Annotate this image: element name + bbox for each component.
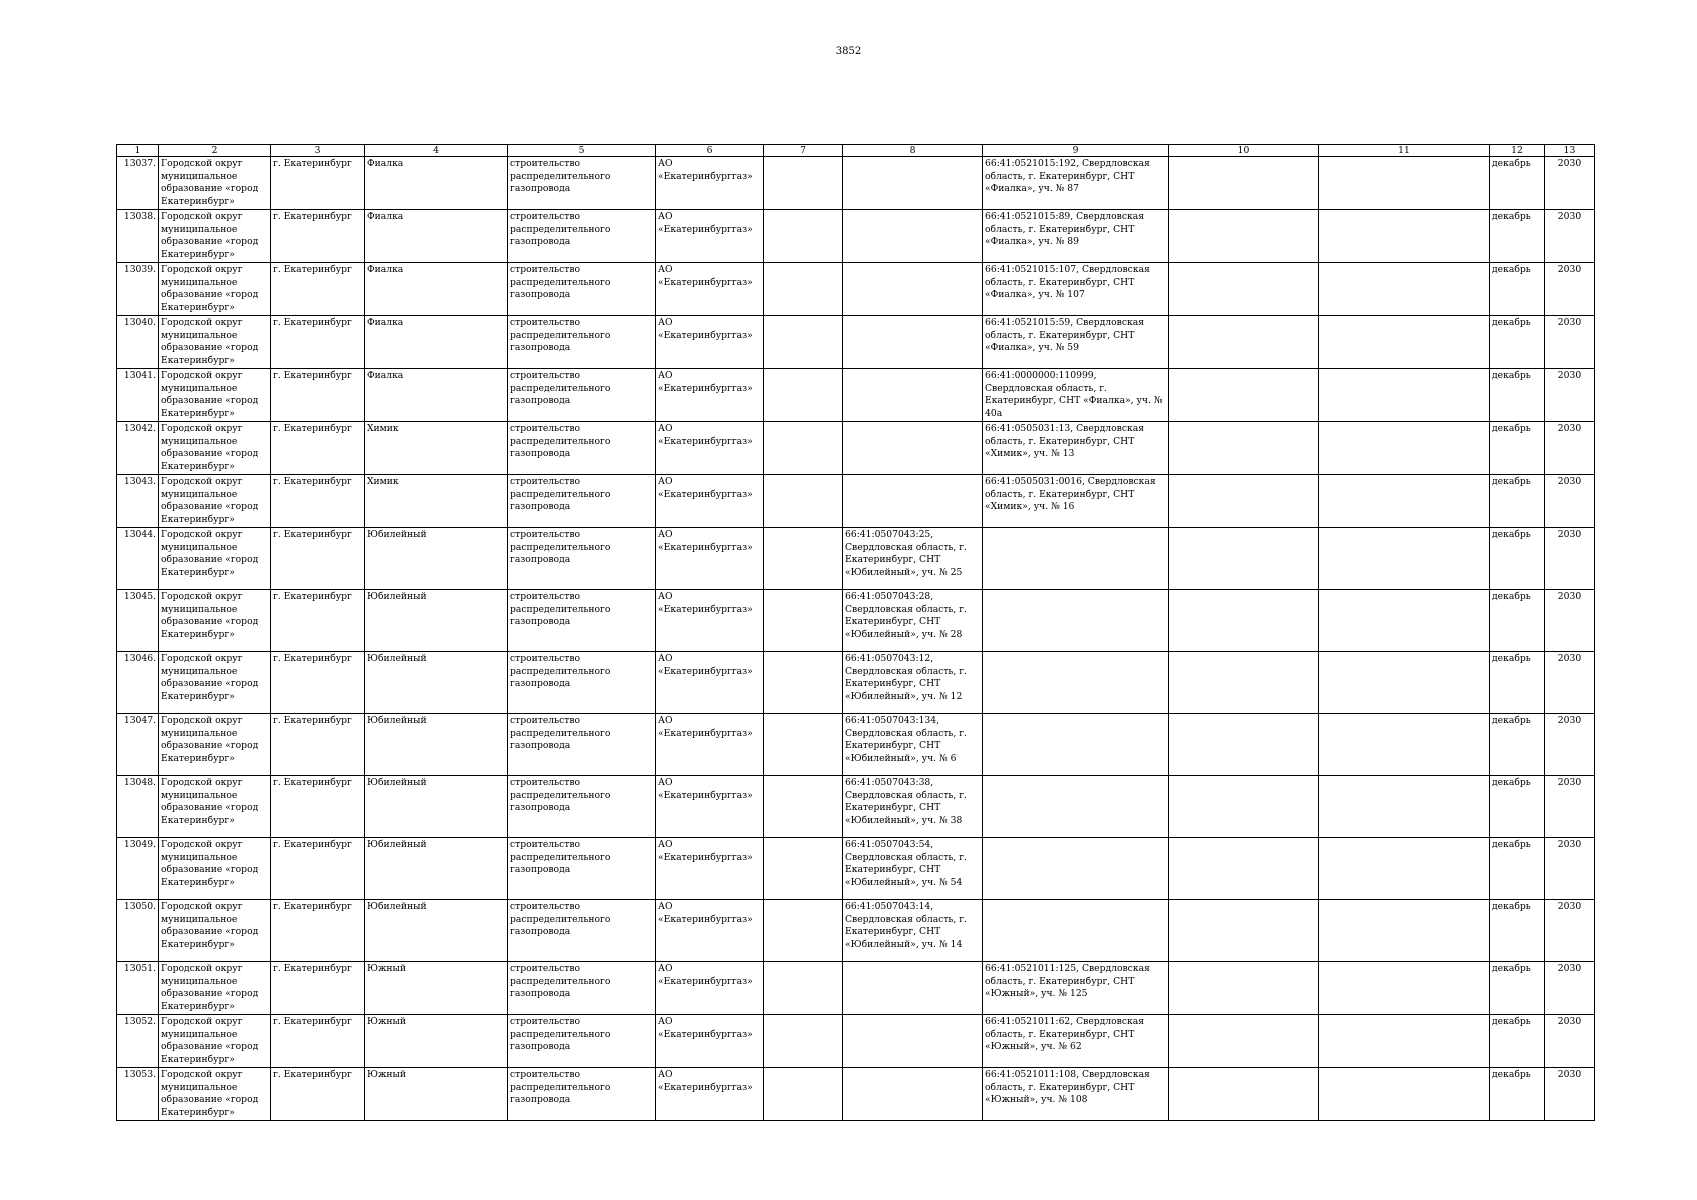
municipality-cell: Городской округ муниципальное образование «город Екатеринбург» [159,422,271,475]
year-cell: 2030 [1545,900,1595,962]
city-cell: г. Екатеринбург [271,210,365,263]
column-10-cell [1169,316,1319,369]
snt-name-cell: Юбилейный [365,590,508,652]
city-cell: г. Екатеринбург [271,528,365,590]
year-cell: 2030 [1545,475,1595,528]
work-type-cell: строительство распределительного газопровода [508,1068,656,1121]
year-cell: 2030 [1545,652,1595,714]
column-10-cell [1169,475,1319,528]
year-cell: 2030 [1545,157,1595,210]
snt-name-cell: Фиалка [365,210,508,263]
column-11-cell [1319,263,1490,316]
address-cell-9 [983,652,1169,714]
municipality-cell: Городской округ муниципальное образование «город Екатеринбург» [159,157,271,210]
year-cell: 2030 [1545,590,1595,652]
address-cell-8 [843,263,983,316]
column-11-cell [1319,157,1490,210]
row-number-cell: 13050. [117,900,159,962]
column-10-cell [1169,422,1319,475]
column-7-cell [764,528,843,590]
column-7-cell [764,590,843,652]
organization-cell: АО «Екатеринбурггаз» [656,263,764,316]
municipality-cell: Городской округ муниципальное образование «город Екатеринбург» [159,369,271,422]
column-11-cell [1319,900,1490,962]
month-cell: декабрь [1490,962,1545,1015]
organization-cell: АО «Екатеринбурггаз» [656,1068,764,1121]
organization-cell: АО «Екатеринбурггаз» [656,714,764,776]
city-cell: г. Екатеринбург [271,316,365,369]
column-10-cell [1169,590,1319,652]
month-cell: декабрь [1490,1015,1545,1068]
municipality-cell: Городской округ муниципальное образование «город Екатеринбург» [159,1068,271,1121]
city-cell: г. Екатеринбург [271,475,365,528]
year-cell: 2030 [1545,316,1595,369]
work-type-cell: строительство распределительного газопровода [508,422,656,475]
municipality-cell: Городской округ муниципальное образование «город Екатеринбург» [159,263,271,316]
address-cell-8: 66:41:0507043:134, Свердловская область, г. Екатеринбург, СНТ «Юбилейный», уч. № 6 [843,714,983,776]
row-number-cell: 13048. [117,776,159,838]
municipality-cell: Городской округ муниципальное образование «город Екатеринбург» [159,714,271,776]
table-row [117,838,1595,900]
register-table [116,144,1595,1121]
table-row [117,157,1595,210]
column-11-cell [1319,652,1490,714]
column-7-cell [764,263,843,316]
column-7-cell [764,776,843,838]
column-11-cell [1319,316,1490,369]
table-row [117,1068,1595,1121]
snt-name-cell: Юбилейный [365,838,508,900]
city-cell: г. Екатеринбург [271,369,365,422]
column-11-cell [1319,210,1490,263]
table-row [117,776,1595,838]
work-type-cell: строительство распределительного газопровода [508,1015,656,1068]
year-cell: 2030 [1545,776,1595,838]
column-header: 10 [1169,145,1319,157]
municipality-cell: Городской округ муниципальное образование «город Екатеринбург» [159,316,271,369]
snt-name-cell: Химик [365,422,508,475]
month-cell: декабрь [1490,900,1545,962]
work-type-cell: строительство распределительного газопровода [508,652,656,714]
municipality-cell: Городской округ муниципальное образование «город Екатеринбург» [159,962,271,1015]
address-cell-8: 66:41:0507043:12, Свердловская область, г. Екатеринбург, СНТ «Юбилейный», уч. № 12 [843,652,983,714]
column-7-cell [764,369,843,422]
column-7-cell [764,900,843,962]
column-10-cell [1169,210,1319,263]
municipality-cell: Городской округ муниципальное образование «город Екатеринбург» [159,475,271,528]
table-row [117,528,1595,590]
column-10-cell [1169,1068,1319,1121]
organization-cell: АО «Екатеринбурггаз» [656,422,764,475]
year-cell: 2030 [1545,714,1595,776]
column-10-cell [1169,652,1319,714]
column-11-cell [1319,1068,1490,1121]
row-number-cell: 13039. [117,263,159,316]
column-header: 3 [271,145,365,157]
table-row [117,900,1595,962]
column-11-cell [1319,962,1490,1015]
address-cell-9: 66:41:0505031:0016, Свердловская область, г. Екатеринбург, СНТ «Химик», уч. № 16 [983,475,1169,528]
address-cell-9: 66:41:0521015:192, Свердловская область, г. Екатеринбург, СНТ «Фиалка», уч. № 87 [983,157,1169,210]
work-type-cell: строительство распределительного газопровода [508,157,656,210]
column-7-cell [764,962,843,1015]
address-cell-8: 66:41:0507043:38, Свердловская область, г. Екатеринбург, СНТ «Юбилейный», уч. № 38 [843,776,983,838]
column-11-cell [1319,1015,1490,1068]
month-cell: декабрь [1490,776,1545,838]
column-number-row [117,145,1595,157]
work-type-cell: строительство распределительного газопровода [508,714,656,776]
column-7-cell [764,1015,843,1068]
city-cell: г. Екатеринбург [271,776,365,838]
city-cell: г. Екатеринбург [271,1015,365,1068]
address-cell-9 [983,838,1169,900]
organization-cell: АО «Екатеринбурггаз» [656,590,764,652]
column-10-cell [1169,776,1319,838]
column-7-cell [764,475,843,528]
address-cell-8: 66:41:0507043:28, Свердловская область, г. Екатеринбург, СНТ «Юбилейный», уч. № 28 [843,590,983,652]
year-cell: 2030 [1545,1015,1595,1068]
city-cell: г. Екатеринбург [271,157,365,210]
column-11-cell [1319,528,1490,590]
row-number-cell: 13043. [117,475,159,528]
table-row [117,263,1595,316]
row-number-cell: 13042. [117,422,159,475]
organization-cell: АО «Екатеринбурггаз» [656,316,764,369]
column-header: 7 [764,145,843,157]
column-11-cell [1319,369,1490,422]
column-11-cell [1319,590,1490,652]
address-cell-8: 66:41:0507043:25, Свердловская область, г. Екатеринбург, СНТ «Юбилейный», уч. № 25 [843,528,983,590]
municipality-cell: Городской округ муниципальное образование «город Екатеринбург» [159,652,271,714]
address-cell-9 [983,776,1169,838]
column-11-cell [1319,776,1490,838]
row-number-cell: 13046. [117,652,159,714]
column-header: 8 [843,145,983,157]
column-header: 5 [508,145,656,157]
year-cell: 2030 [1545,263,1595,316]
work-type-cell: строительство распределительного газопровода [508,590,656,652]
column-7-cell [764,1068,843,1121]
municipality-cell: Городской округ муниципальное образование «город Екатеринбург» [159,210,271,263]
address-cell-8: 66:41:0507043:54, Свердловская область, г. Екатеринбург, СНТ «Юбилейный», уч. № 54 [843,838,983,900]
municipality-cell: Городской округ муниципальное образование «город Екатеринбург» [159,838,271,900]
row-number-cell: 13038. [117,210,159,263]
table-row [117,652,1595,714]
column-7-cell [764,714,843,776]
month-cell: декабрь [1490,157,1545,210]
table-row [117,316,1595,369]
address-cell-9 [983,714,1169,776]
address-cell-9: 66:41:0521011:125, Свердловская область, г. Екатеринбург, СНТ «Южный», уч. № 125 [983,962,1169,1015]
column-10-cell [1169,962,1319,1015]
organization-cell: АО «Екатеринбурггаз» [656,838,764,900]
table-body [117,157,1595,1121]
month-cell: декабрь [1490,652,1545,714]
column-header: 12 [1490,145,1545,157]
work-type-cell: строительство распределительного газопровода [508,528,656,590]
row-number-cell: 13044. [117,528,159,590]
organization-cell: АО «Екатеринбурггаз» [656,210,764,263]
table-row [117,422,1595,475]
snt-name-cell: Южный [365,1015,508,1068]
row-number-cell: 13053. [117,1068,159,1121]
city-cell: г. Екатеринбург [271,590,365,652]
work-type-cell: строительство распределительного газопровода [508,369,656,422]
snt-name-cell: Химик [365,475,508,528]
column-11-cell [1319,475,1490,528]
municipality-cell: Городской округ муниципальное образование «город Екатеринбург» [159,900,271,962]
snt-name-cell: Юбилейный [365,900,508,962]
address-cell-8 [843,210,983,263]
address-cell-9 [983,590,1169,652]
address-cell-8 [843,1015,983,1068]
snt-name-cell: Юбилейный [365,528,508,590]
column-10-cell [1169,528,1319,590]
work-type-cell: строительство распределительного газопровода [508,475,656,528]
column-header: 1 [117,145,159,157]
organization-cell: АО «Екатеринбурггаз» [656,652,764,714]
city-cell: г. Екатеринбург [271,838,365,900]
table-row [117,1015,1595,1068]
organization-cell: АО «Екатеринбурггаз» [656,1015,764,1068]
column-7-cell [764,652,843,714]
row-number-cell: 13047. [117,714,159,776]
month-cell: декабрь [1490,263,1545,316]
address-cell-8 [843,369,983,422]
column-11-cell [1319,422,1490,475]
column-10-cell [1169,714,1319,776]
table-row [117,210,1595,263]
column-7-cell [764,157,843,210]
city-cell: г. Екатеринбург [271,422,365,475]
month-cell: декабрь [1490,838,1545,900]
table-row [117,590,1595,652]
month-cell: декабрь [1490,422,1545,475]
address-cell-9 [983,900,1169,962]
address-cell-8 [843,475,983,528]
work-type-cell: строительство распределительного газопровода [508,316,656,369]
address-cell-9: 66:41:0521015:107, Свердловская область, г. Екатеринбург, СНТ «Фиалка», уч. № 107 [983,263,1169,316]
year-cell: 2030 [1545,422,1595,475]
snt-name-cell: Юбилейный [365,714,508,776]
table-row [117,962,1595,1015]
address-cell-9: 66:41:0521015:89, Свердловская область, г. Екатеринбург, СНТ «Фиалка», уч. № 89 [983,210,1169,263]
snt-name-cell: Юбилейный [365,776,508,838]
organization-cell: АО «Екатеринбурггаз» [656,528,764,590]
column-header: 4 [365,145,508,157]
city-cell: г. Екатеринбург [271,652,365,714]
column-7-cell [764,838,843,900]
month-cell: декабрь [1490,316,1545,369]
address-cell-9 [983,528,1169,590]
municipality-cell: Городской округ муниципальное образование «город Екатеринбург» [159,1015,271,1068]
organization-cell: АО «Екатеринбурггаз» [656,900,764,962]
address-cell-8 [843,157,983,210]
column-10-cell [1169,1015,1319,1068]
table-row [117,475,1595,528]
month-cell: декабрь [1490,714,1545,776]
month-cell: декабрь [1490,475,1545,528]
work-type-cell: строительство распределительного газопровода [508,776,656,838]
work-type-cell: строительство распределительного газопровода [508,900,656,962]
organization-cell: АО «Екатеринбурггаз» [656,157,764,210]
work-type-cell: строительство распределительного газопровода [508,210,656,263]
year-cell: 2030 [1545,1068,1595,1121]
column-7-cell [764,316,843,369]
address-cell-8 [843,316,983,369]
row-number-cell: 13037. [117,157,159,210]
snt-name-cell: Фиалка [365,157,508,210]
address-cell-9: 66:41:0000000:110999, Свердловская область, г. Екатеринбург, СНТ «Фиалка», уч. № 40а [983,369,1169,422]
city-cell: г. Екатеринбург [271,1068,365,1121]
row-number-cell: 13052. [117,1015,159,1068]
address-cell-8 [843,962,983,1015]
month-cell: декабрь [1490,210,1545,263]
column-header: 2 [159,145,271,157]
month-cell: декабрь [1490,590,1545,652]
column-header: 11 [1319,145,1490,157]
page-number: 3852 [835,46,862,57]
column-11-cell [1319,714,1490,776]
snt-name-cell: Фиалка [365,369,508,422]
address-cell-8: 66:41:0507043:14, Свердловская область, г. Екатеринбург, СНТ «Юбилейный», уч. № 14 [843,900,983,962]
year-cell: 2030 [1545,210,1595,263]
year-cell: 2030 [1545,838,1595,900]
municipality-cell: Городской округ муниципальное образование «город Екатеринбург» [159,776,271,838]
address-cell-9: 66:41:0521011:62, Свердловская область, г. Екатеринбург, СНТ «Южный», уч. № 62 [983,1015,1169,1068]
column-10-cell [1169,900,1319,962]
column-10-cell [1169,263,1319,316]
column-7-cell [764,422,843,475]
row-number-cell: 13051. [117,962,159,1015]
work-type-cell: строительство распределительного газопровода [508,962,656,1015]
row-number-cell: 13040. [117,316,159,369]
snt-name-cell: Фиалка [365,316,508,369]
work-type-cell: строительство распределительного газопровода [508,838,656,900]
address-cell-9: 66:41:0505031:13, Свердловская область, г. Екатеринбург, СНТ «Химик», уч. № 13 [983,422,1169,475]
snt-name-cell: Южный [365,962,508,1015]
year-cell: 2030 [1545,369,1595,422]
municipality-cell: Городской округ муниципальное образование «город Екатеринбург» [159,590,271,652]
organization-cell: АО «Екатеринбурггаз» [656,475,764,528]
city-cell: г. Екатеринбург [271,900,365,962]
column-7-cell [764,210,843,263]
column-header: 13 [1545,145,1595,157]
year-cell: 2030 [1545,528,1595,590]
city-cell: г. Екатеринбург [271,263,365,316]
month-cell: декабрь [1490,1068,1545,1121]
address-cell-9: 66:41:0521015:59, Свердловская область, г. Екатеринбург, СНТ «Фиалка», уч. № 59 [983,316,1169,369]
organization-cell: АО «Екатеринбурггаз» [656,776,764,838]
municipality-cell: Городской округ муниципальное образование «город Екатеринбург» [159,528,271,590]
snt-name-cell: Фиалка [365,263,508,316]
address-cell-8 [843,422,983,475]
organization-cell: АО «Екатеринбурггаз» [656,369,764,422]
column-header: 6 [656,145,764,157]
row-number-cell: 13045. [117,590,159,652]
table-row [117,369,1595,422]
organization-cell: АО «Екатеринбурггаз» [656,962,764,1015]
column-header: 9 [983,145,1169,157]
row-number-cell: 13041. [117,369,159,422]
work-type-cell: строительство распределительного газопровода [508,263,656,316]
city-cell: г. Екатеринбург [271,714,365,776]
table-row [117,714,1595,776]
month-cell: декабрь [1490,369,1545,422]
column-10-cell [1169,369,1319,422]
city-cell: г. Екатеринбург [271,962,365,1015]
column-10-cell [1169,157,1319,210]
year-cell: 2030 [1545,962,1595,1015]
snt-name-cell: Южный [365,1068,508,1121]
row-number-cell: 13049. [117,838,159,900]
month-cell: декабрь [1490,528,1545,590]
column-11-cell [1319,838,1490,900]
snt-name-cell: Юбилейный [365,652,508,714]
address-cell-8 [843,1068,983,1121]
address-cell-9: 66:41:0521011:108, Свердловская область, г. Екатеринбург, СНТ «Южный», уч. № 108 [983,1068,1169,1121]
column-10-cell [1169,838,1319,900]
